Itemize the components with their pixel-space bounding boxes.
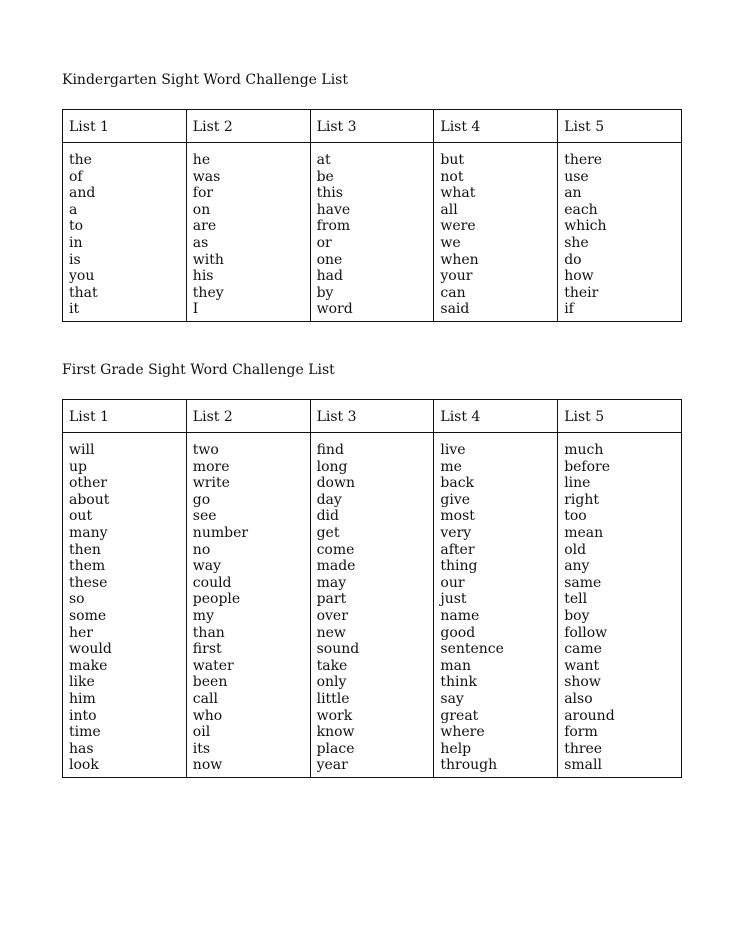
kindergarten-title: Kindergarten Sight Word Challenge List [62,72,348,88]
sight-word: where [440,724,485,741]
sight-word: was [192,168,221,185]
sight-word: and [69,185,96,202]
sight-word: at [316,152,331,168]
sight-word: people [192,591,241,608]
sight-word: in [69,234,83,251]
sight-word: him [69,690,96,707]
sight-word: around [564,707,615,724]
first-grade-title: First Grade Sight Word Challenge List [62,362,335,378]
sight-word: water [192,657,234,674]
word-column-list-5 [558,433,682,778]
sight-word: has [69,740,94,757]
sight-word: before [564,458,611,475]
sight-word: say [440,690,464,707]
sight-word: would [69,641,112,658]
sight-word: show [564,674,601,691]
sight-word: may [316,574,347,591]
sight-word: day [316,491,342,508]
sight-word: how [564,268,594,285]
column-header-list-3: List 3 [310,110,434,143]
sight-word: then [69,541,101,558]
sight-word: same [564,574,602,591]
sight-word: come [316,541,355,558]
sight-word: only [316,674,347,691]
sight-word: had [316,268,343,285]
sight-word: new [316,624,346,641]
sight-word: form [564,724,598,741]
sight-word: there [564,152,603,168]
sight-word: call [192,690,218,707]
sight-word: me [440,458,462,475]
sight-word: give [440,491,471,508]
sight-word: when [440,251,479,268]
sight-word: great [440,707,479,724]
sight-word: been [192,674,228,691]
sight-word: make [69,657,108,674]
sight-word: a [69,201,78,218]
sight-word: so [69,591,85,608]
sight-word: for [192,185,214,202]
sight-word: of [69,168,83,185]
sight-word: word [316,301,353,318]
column-header-list-4: List 4 [434,110,558,143]
sight-word: or [316,234,332,251]
sight-word: that [69,284,98,301]
sight-word: old [564,541,587,558]
word-column-list-5 [558,143,682,322]
sight-word: too [564,508,587,525]
sight-word: much [564,442,604,458]
sight-word: follow [564,624,608,641]
sight-word: part [316,591,347,608]
column-header-list-4: List 4 [434,400,558,433]
sight-word: came [564,641,602,658]
sight-word: help [440,740,472,757]
sight-word: than [192,624,225,641]
word-column-list-1 [63,433,187,778]
first-grade-word-table [62,399,682,778]
sight-word: we [440,234,461,251]
sight-word: very [440,524,472,541]
sight-word: this [316,185,343,202]
table-row [63,433,682,778]
sight-word: your [440,268,473,285]
sight-word: it [69,301,80,318]
sight-word: number [192,524,249,541]
sight-word: them [69,558,106,575]
table-header-row [63,110,682,143]
sight-word: he [192,152,211,168]
sight-word: are [192,218,217,235]
sight-word: year [316,757,348,774]
table-header-row [63,400,682,433]
sight-word: which [564,218,607,235]
sight-word: think [440,674,478,691]
sight-word: over [316,607,348,624]
word-column-list-3 [310,433,434,778]
sight-word: most [440,508,475,525]
sight-word: through [440,757,498,774]
sight-word: little [316,690,350,707]
sight-word: her [69,624,93,641]
first-grade-section [62,361,681,774]
sight-word: long [316,458,348,475]
sight-word: our [440,574,465,591]
sight-word: some [69,607,107,624]
sight-word: any [564,558,590,575]
sight-word: with [192,251,224,268]
sight-word: will [69,442,95,458]
sight-word: his [192,268,214,285]
column-header-list-5: List 5 [558,110,682,143]
sight-word: is [69,251,81,268]
sight-word: you [69,268,95,285]
sight-word: if [564,301,574,318]
sight-word: other [69,475,108,492]
sight-word: go [192,491,211,508]
word-column-list-2 [186,143,310,322]
sight-word: but [440,152,464,168]
sight-word: line [564,475,591,492]
sight-word: man [440,657,472,674]
sight-word: after [440,541,475,558]
sight-word: look [69,757,99,774]
sight-word: one [316,251,343,268]
sight-word: I [192,301,199,318]
sight-word: my [192,607,214,624]
sight-word: sound [316,641,360,658]
sight-word: she [564,234,589,251]
sight-word: right [564,491,599,508]
sight-word: all [440,201,458,218]
sight-word: three [564,740,603,757]
sight-word: just [440,591,467,608]
sight-word: have [316,201,351,218]
sight-word: made [316,558,356,575]
sight-word: see [192,508,217,525]
sight-word: small [564,757,602,774]
sight-word: who [192,707,223,724]
sight-word: two [192,442,219,458]
sight-word: down [316,475,355,492]
sight-word: take [316,657,348,674]
sight-word: were [440,218,476,235]
word-column-list-3 [310,143,434,322]
sight-word: good [440,624,476,641]
sight-word: more [192,458,230,475]
sight-word: did [316,508,339,525]
column-header-list-2: List 2 [186,110,310,143]
sight-word: on [192,201,211,218]
sight-word: to [69,218,84,235]
sight-word: what [440,185,476,202]
column-header-list-5: List 5 [558,400,682,433]
sight-word: many [69,524,108,541]
sight-word: thing [440,558,478,575]
sight-word: work [316,707,353,724]
sight-word: name [440,607,480,624]
sight-word: write [192,475,230,492]
sight-word: boy [564,607,590,624]
column-header-list-3: List 3 [310,400,434,433]
sight-word: way [192,558,222,575]
sight-word: no [192,541,211,558]
sight-word: mean [564,524,604,541]
table-row [63,143,682,322]
sight-word: can [440,284,466,301]
sight-word: tell [564,591,588,608]
sight-word: could [192,574,232,591]
kindergarten-section [62,71,681,318]
sight-word: their [564,284,599,301]
sight-word: out [69,508,93,525]
sight-word: back [440,475,475,492]
sight-word: find [316,442,344,458]
sight-word: do [564,251,582,268]
sight-word: first [192,641,222,658]
sight-word: now [192,757,223,774]
word-column-list-2 [186,433,310,778]
sight-word: oil [192,724,211,741]
column-header-list-2: List 2 [186,400,310,433]
sight-word: up [69,458,87,475]
sight-word: its [192,740,211,757]
sight-word: these [69,574,108,591]
sight-word: time [69,724,101,741]
sight-word: about [69,491,110,508]
sight-word: also [564,690,593,707]
sight-word: they [192,284,224,301]
sight-word: want [564,657,600,674]
sight-word: be [316,168,334,185]
sight-word: each [564,201,598,218]
sight-word: into [69,707,97,724]
sight-word: as [192,234,209,251]
sight-word: live [440,442,466,458]
sight-word: not [440,168,464,185]
sight-word: the [69,152,92,168]
word-column-list-1 [63,143,187,322]
sight-word: place [316,740,355,757]
sight-word: by [316,284,334,301]
word-column-list-4 [434,143,558,322]
sight-word: sentence [440,641,504,658]
sight-word: know [316,724,355,741]
kindergarten-word-table [62,109,682,322]
sight-word: said [440,301,470,318]
column-header-list-1: List 1 [63,400,187,433]
sight-word: get [316,524,340,541]
sight-word: an [564,185,582,202]
sight-word: like [69,674,95,691]
word-column-list-4 [434,433,558,778]
sight-word: use [564,168,589,185]
column-header-list-1: List 1 [63,110,187,143]
sight-word: from [316,218,351,235]
